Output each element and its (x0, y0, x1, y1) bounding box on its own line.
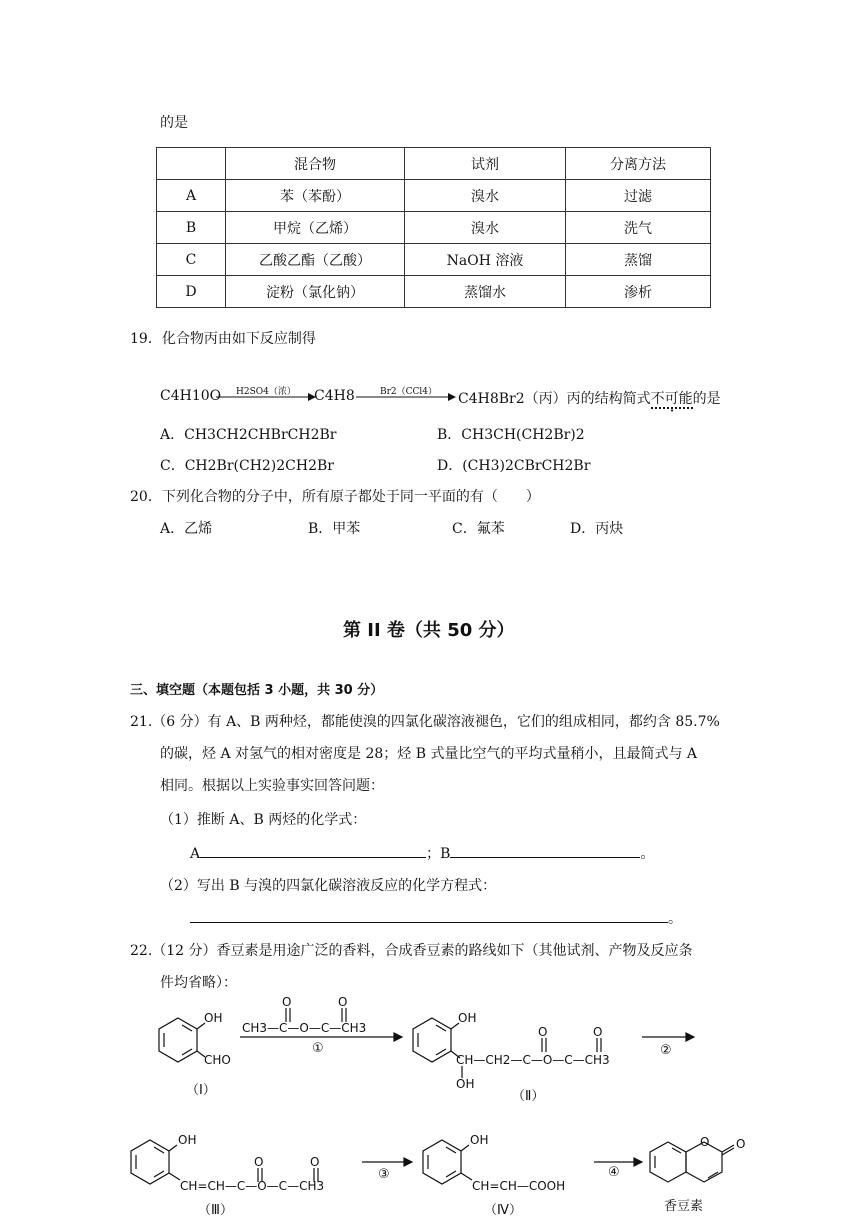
compound-3-chain: CH=CH—C—O—C—CH3 (180, 1179, 325, 1193)
table-cell: 洗气 (566, 212, 711, 244)
compound-2-ring (413, 1018, 462, 1078)
table-header-cell: 混合物 (226, 148, 405, 180)
compound-1-cho: CHO (204, 1053, 231, 1067)
q20-option-b: B．甲苯 (308, 521, 361, 537)
arrow-step-3-head (404, 1158, 412, 1166)
arrow-step-4-head (634, 1158, 642, 1166)
q19-tail: 的是 (692, 391, 721, 407)
step-2-label: ② (660, 1043, 672, 1058)
compound-2-label: （Ⅱ） (512, 1089, 545, 1104)
compound-1-oh: OH (204, 1011, 223, 1025)
table-cell: 淀粉（氯化钠） (226, 276, 405, 308)
q21-sub1: （1）推断 A、B 两烃的化学式： (160, 812, 367, 828)
q21-line1: 21.（6 分）有 A、B 两种烃，都能使溴的四氯化碳溶液褪色，它们的组成相同，都约含 85.7% (130, 714, 720, 730)
q22-line2: 件均省略）： (160, 975, 237, 991)
table-header-cell: 分离方法 (566, 148, 711, 180)
q21-end2: 。 (668, 911, 682, 927)
q21-sub2: （2）写出 B 与溴的四氯化碳溶液反应的化学方程式： (160, 878, 497, 894)
compound-2-chain: CH—CH2—C—O—C—CH3 (456, 1053, 610, 1067)
q19-arrow-2 (356, 392, 456, 402)
q22-line1: 22.（12 分）香豆素是用途广泛的香料，合成香豆素的路线如下（其他试剂、产物及反应条 (130, 943, 693, 959)
reagent-formula: CH3—C—O—C—CH3 (242, 1021, 367, 1035)
table-cell: 溴水 (405, 212, 566, 244)
q19-condition-1: H2SO4（浓） (236, 387, 296, 397)
q20-option-d: D．丙炔 (570, 521, 624, 537)
options-table (156, 147, 711, 308)
arrow-step-1-head (394, 1033, 402, 1041)
q21-line3: 相同。根据以上实验事实回答问题： (160, 778, 384, 794)
q19-option-b: B．CH3CH(CH2Br)2 (437, 427, 585, 443)
q19-option-c: C．CH2Br(CH2)2CH2Br (160, 458, 334, 474)
table-header-cell: 试剂 (405, 148, 566, 180)
compound-1-label: （Ⅰ） (186, 1083, 216, 1098)
compound-3-o-1: O (254, 1155, 264, 1169)
table-header-row (157, 148, 711, 180)
q21-blank-a[interactable] (200, 843, 426, 858)
q21-label-a: A (190, 846, 201, 862)
step-1-label: ① (312, 1041, 324, 1056)
arrow-step-2-head (686, 1033, 694, 1041)
compound-4-chain: CH=CH—COOH (472, 1179, 566, 1193)
q21-line2: 的碳，烃 A 对氢气的相对密度是 28；烃 B 式量比空气的平均式量稍小，且最简式与 A (160, 746, 698, 762)
table-cell: B (157, 212, 226, 244)
table-row (157, 212, 711, 244)
table-cell: 过滤 (566, 180, 711, 212)
table-row (157, 276, 711, 308)
compound-4-oh: OH (470, 1133, 489, 1147)
q21-separator: ；B (426, 846, 451, 862)
table-cell: 苯（苯酚） (226, 180, 405, 212)
coumarin-ring-o: O (700, 1135, 710, 1149)
compound-3-oh: OH (178, 1133, 197, 1147)
table-cell: D (157, 276, 226, 308)
compound-2-oh-lower: OH (456, 1077, 475, 1091)
table-cell: 溴水 (405, 180, 566, 212)
compound-3-label: （Ⅲ） (198, 1203, 233, 1216)
intro-text: 的是 (160, 115, 188, 131)
coumarin-synthesis-scheme (0, 990, 860, 1216)
table-cell: C (157, 244, 226, 276)
table-cell: A (157, 180, 226, 212)
coumarin-carbonyl-o: O (736, 1137, 746, 1151)
reagent-o-2: O (338, 995, 348, 1009)
compound-4-ring (423, 1140, 472, 1184)
q21-blank-equation[interactable] (190, 908, 668, 923)
q21-answer-line (190, 843, 654, 863)
compound-3-o-2: O (310, 1155, 320, 1169)
q21-equation-line (190, 908, 682, 928)
table-cell: 蒸馏水 (405, 276, 566, 308)
q19-condition-2: Br2（CCl4） (380, 387, 438, 397)
table-cell: 渗析 (566, 276, 711, 308)
q19-intermediate: C4H8 (314, 388, 355, 404)
table-header-cell (157, 148, 226, 180)
coumarin-structure (650, 1142, 734, 1182)
q19-emphasis: 不可能 (650, 391, 693, 407)
q19-product-text: C4H8Br2（丙）丙的结构简式 (458, 391, 651, 407)
table-cell: NaOH 溶液 (405, 244, 566, 276)
q20-option-a: A．乙烯 (160, 521, 213, 537)
table-cell: 甲烷（乙烯） (226, 212, 405, 244)
reagent-o-1: O (282, 995, 292, 1009)
q20-option-c: C．氟苯 (452, 521, 505, 537)
q19-product (458, 388, 721, 408)
step-3-label: ③ (378, 1167, 390, 1182)
compound-2-o-2: O (593, 1025, 603, 1039)
coumarin-label: 香豆素 (664, 1199, 704, 1214)
part2-title: 第 II 卷（共 50 分） (343, 620, 515, 641)
q20-stem: 20．下列化合物的分子中，所有原子都处于同一平面的有（ ） (130, 489, 540, 505)
compound-1-ring (159, 1018, 205, 1062)
step-4-label: ④ (608, 1165, 620, 1180)
table-cell: 乙酸乙酯（乙酸） (226, 244, 405, 276)
compound-4-label: （Ⅳ） (484, 1203, 522, 1216)
compound-3-ring (131, 1140, 180, 1184)
q19-reactant: C4H10O (160, 388, 222, 404)
compound-2-o-1: O (538, 1025, 548, 1039)
q21-end: 。 (640, 846, 655, 862)
table-row (157, 244, 711, 276)
q21-blank-b[interactable] (450, 843, 640, 858)
section3-heading: 三、填空题（本题包括 3 小题，共 30 分） (130, 683, 384, 698)
q19-stem: 19．化合物丙由如下反应制得 (130, 331, 316, 347)
q19-option-a: A．CH3CH2CHBrCH2Br (160, 427, 337, 443)
q19-arrow-1 (216, 392, 316, 402)
q19-option-d: D．(CH3)2CBrCH2Br (437, 458, 591, 474)
table-cell: 蒸馏 (566, 244, 711, 276)
compound-2-oh: OH (458, 1011, 477, 1025)
table-row (157, 180, 711, 212)
